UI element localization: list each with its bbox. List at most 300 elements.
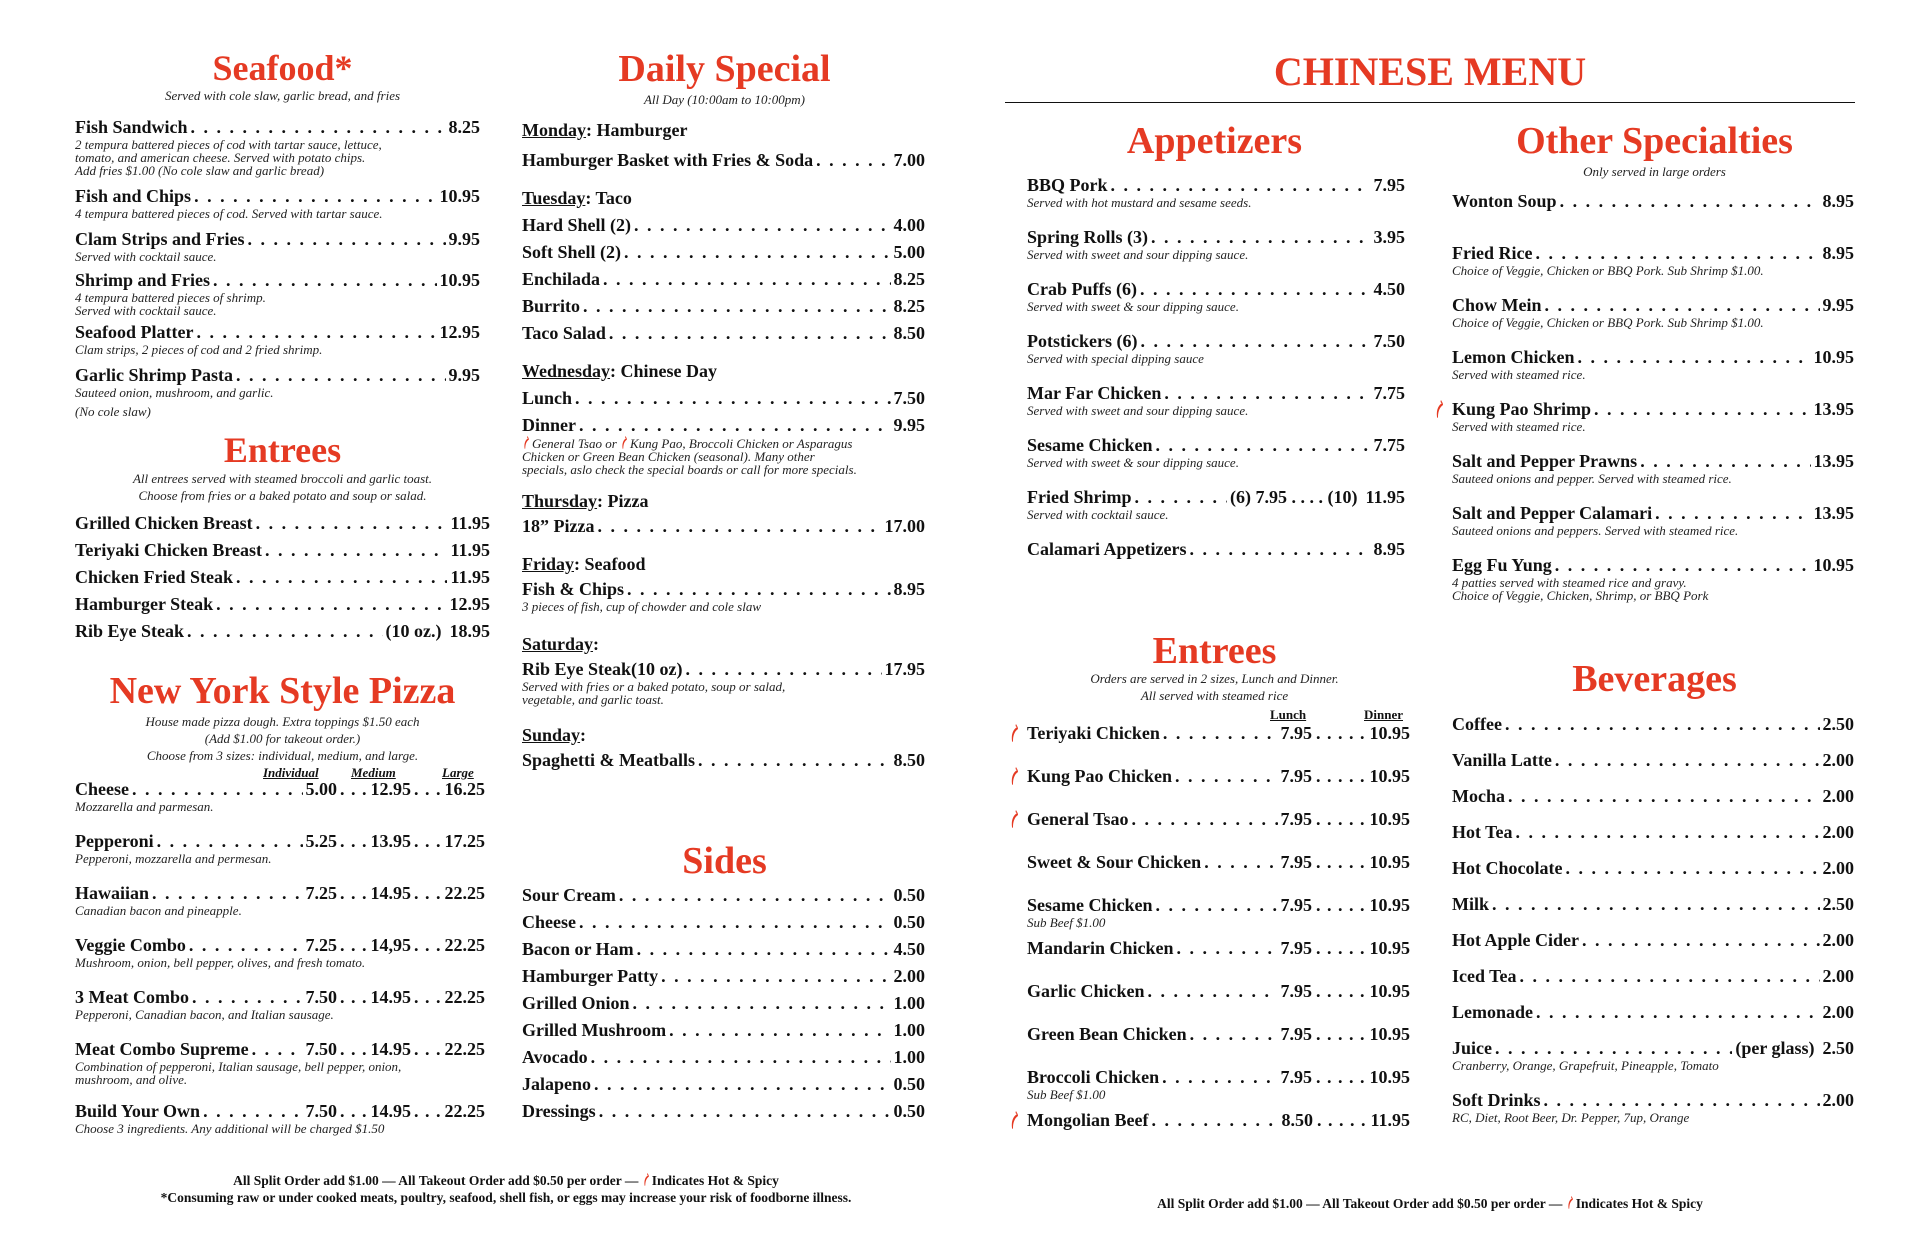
side-item [522, 938, 925, 960]
item-name: Cheese [522, 912, 576, 932]
leader-dots [1148, 980, 1278, 1002]
specialty-item [1452, 190, 1854, 242]
chinese-menu-header [1005, 49, 1855, 103]
leader-dots [1156, 894, 1278, 916]
side-item [522, 1100, 925, 1122]
leader-dots [597, 515, 881, 537]
leader-dots [634, 214, 890, 236]
item-price: 11.95 [450, 540, 490, 560]
menu-item-row [522, 214, 925, 236]
item-description: vegetable, and garlic toast. [522, 692, 664, 707]
item-name: Veggie Combo [75, 935, 186, 955]
beverage-item [1452, 1037, 1854, 1089]
chili-pepper-icon [1009, 810, 1019, 828]
seafood-item [75, 185, 480, 220]
item-name: Seafood Platter [75, 322, 194, 342]
item-name: Build Your Own [75, 1101, 201, 1121]
item-description: tomato, and american cheese. Served with potato chips. [75, 150, 366, 165]
item-name: Wonton Soup [1452, 191, 1557, 211]
leader-dots [1582, 929, 1819, 951]
item-name: Rib Eye Steak [75, 621, 185, 641]
leader-dots [816, 149, 890, 171]
day-theme: : Pizza [597, 491, 649, 511]
leader-dots [1135, 486, 1227, 508]
menu-item-row [522, 414, 925, 436]
specialties-list [1452, 190, 1854, 606]
item-price: 8.95 [893, 579, 925, 599]
specialties-title: Other Specialties [1516, 120, 1793, 162]
menu-item-row [1452, 242, 1854, 264]
item-name: Rib Eye Steak(10 oz) [522, 659, 683, 679]
price-separator: . . . [414, 1039, 442, 1059]
menu-item-row [1027, 980, 1410, 1002]
specialty-item [1452, 242, 1854, 294]
item-price: 9.95 [448, 229, 480, 249]
item-price: 2.00 [1822, 1002, 1854, 1022]
item-name: Mar Far Chicken [1027, 383, 1162, 403]
chili-pepper-icon [522, 436, 530, 449]
day-name: Thursday [522, 491, 598, 511]
item-name: 3 Meat Combo [75, 987, 189, 1007]
menu-item-row [1027, 1023, 1410, 1045]
price-lunch: 7.95 [1280, 852, 1312, 872]
price-individual: 7.25 [305, 935, 337, 955]
pizza-title: New York Style Pizza [109, 670, 456, 712]
chili-pepper-icon [642, 1173, 650, 1186]
menu-item-row [75, 539, 490, 561]
item-name: Kung Pao Chicken [1027, 766, 1173, 786]
side-item [522, 1073, 925, 1095]
seafood-item [75, 228, 480, 263]
beverage-item [1452, 893, 1854, 929]
beverage-item [1452, 821, 1854, 857]
entrees-cn-subtitle-2: All served with steamed rice [1140, 688, 1289, 703]
leader-dots [236, 566, 447, 588]
item-description: Sub Beef $1.00 [1027, 1087, 1106, 1102]
item-price: 4.00 [893, 215, 925, 235]
day-heading-sunday [522, 724, 925, 746]
pizza-item [75, 778, 485, 830]
item-description: Served with sweet and sour dipping sauce. [1027, 403, 1249, 418]
menu-item-row [1452, 1089, 1854, 1111]
item-price: 9.95 [448, 365, 480, 385]
price-dinner: 10.95 [1369, 809, 1410, 829]
item-description: Served with cocktail sauce. [1027, 507, 1169, 522]
item-size: (10 oz.) [385, 621, 442, 641]
chinese-entree-item [1027, 1023, 1410, 1066]
item-name: Garlic Shrimp Pasta [75, 365, 233, 385]
price-lunch: 7.95 [1280, 1067, 1312, 1087]
pizza-item [75, 986, 485, 1038]
entree-item [75, 620, 490, 642]
leader-dots [1520, 965, 1820, 987]
item-name: Green Bean Chicken [1027, 1024, 1187, 1044]
item-name: Soft Shell (2) [522, 242, 621, 262]
day-name: Wednesday [522, 361, 611, 381]
item-description: Sub Beef $1.00 [1027, 915, 1106, 930]
leader-dots [583, 295, 891, 317]
menu-item-row [1452, 929, 1854, 951]
daily-title: Daily Special [618, 48, 831, 90]
menu-item-row [75, 228, 480, 250]
item-description: Served with cocktail sauce. [75, 249, 217, 264]
leader-dots [152, 882, 302, 904]
leader-dots [637, 938, 891, 960]
entrees-left-subtitle-1: All entrees served with steamed broccoli and garlic toast. [132, 471, 433, 486]
price-separator: . . . [340, 1039, 368, 1059]
seafood-note: (No cole slaw) [75, 404, 151, 419]
item-name: Crab Puffs (6) [1027, 279, 1137, 299]
item-name: Hot Tea [1452, 822, 1513, 842]
item-description: Served with sweet and sour dipping sauce. [1027, 247, 1249, 262]
item-name: Teriyaki Chicken [1027, 723, 1160, 743]
item-price: 11.95 [450, 513, 490, 533]
item-name: Hot Chocolate [1452, 858, 1563, 878]
item-price: 17.95 [884, 659, 925, 679]
price-separator: . . . . . [1316, 809, 1366, 829]
sides-title: Sides [682, 840, 767, 882]
item-price: 13.95 [1813, 399, 1854, 419]
item-price: 7.00 [893, 150, 925, 170]
price-lunch: 7.95 [1280, 1024, 1312, 1044]
menu-item-row [522, 578, 925, 600]
day-theme: : [580, 725, 587, 745]
menu-item-row [75, 778, 485, 800]
item-description: Canadian bacon and pineapple. [75, 903, 242, 918]
menu-item-row [1027, 330, 1405, 352]
price-separator: . . . . . [1316, 1067, 1366, 1087]
item-description: Served with cocktail sauce. [75, 303, 217, 318]
item-name: Grilled Chicken Breast [75, 513, 253, 533]
leader-dots [1535, 242, 1819, 264]
leader-dots [579, 911, 891, 933]
item-name: Bacon or Ham [522, 939, 634, 959]
menu-item-row [1027, 851, 1410, 873]
pizza-header-individual: Individual [263, 765, 319, 780]
item-name: Fried Shrimp [1027, 487, 1132, 507]
day-name: Saturday [522, 634, 594, 654]
pizza-item [75, 1100, 485, 1152]
price-separator: . . . [414, 779, 442, 799]
item-name: Cheese [75, 779, 129, 799]
entree-item [75, 566, 490, 588]
leader-dots [603, 268, 890, 290]
item-name: Shrimp and Fries [75, 270, 211, 290]
footer-left-hot-legend: Indicates Hot & Spicy [651, 1173, 779, 1188]
beverages-list [1452, 713, 1854, 1125]
item-price: 11.95 [450, 567, 490, 587]
item-name: Lunch [522, 388, 573, 408]
price-dinner: 10.95 [1369, 1024, 1410, 1044]
seafood-item [75, 116, 480, 177]
price-separator: . . . . . [1316, 852, 1366, 872]
item-description: Served with steamed rice. [1452, 367, 1586, 382]
item-price: 2.50 [1822, 894, 1854, 914]
menu-item-row [1027, 937, 1410, 959]
item-name: Hamburger Steak [75, 594, 214, 614]
item-name: Avocado [522, 1047, 588, 1067]
item-description: specials, aslo check the special boards or call for more specials. [522, 462, 857, 477]
leader-dots [1555, 554, 1811, 576]
beverage-item [1452, 785, 1854, 821]
item-description: Choice of Veggie, Chicken or BBQ Pork. Sub Shrimp $1.00. [1452, 315, 1764, 330]
price-large: 17.25 [444, 831, 485, 851]
item-name: Clam Strips and Fries [75, 229, 245, 249]
item-price: 7.75 [1373, 435, 1405, 455]
menu-item-row [75, 986, 485, 1008]
item-price: 1.00 [893, 1020, 925, 1040]
item-description: Served with hot mustard and sesame seeds. [1027, 195, 1252, 210]
chili-pepper-icon [620, 436, 628, 449]
item-price: 0.50 [893, 1074, 925, 1094]
item-name: 18” Pizza [522, 516, 595, 536]
specialty-item [1452, 502, 1854, 554]
appetizer-item [1027, 226, 1405, 278]
chinese-entree-item [1027, 808, 1410, 851]
leader-dots [698, 749, 891, 771]
item-name: Taco Salad [522, 323, 606, 343]
leader-dots [157, 830, 303, 852]
entrees-cn-header-dinner: Dinner [1364, 707, 1403, 722]
day-theme: : [593, 634, 600, 654]
appetizers-list [1027, 174, 1405, 590]
daily-subtitle: All Day (10:00am to 10:00pm) [643, 92, 806, 107]
entrees-cn-title: Entrees [1152, 630, 1277, 672]
appetizer-item [1027, 330, 1405, 382]
item-name: Fish & Chips [522, 579, 625, 599]
menu-item-row [1452, 398, 1854, 420]
specialty-item [1452, 346, 1854, 398]
beverage-item [1452, 713, 1854, 749]
leader-dots [591, 1046, 891, 1068]
menu-item-row [1027, 226, 1405, 248]
appetizers-title: Appetizers [1126, 120, 1303, 162]
price-separator: . . . [414, 987, 442, 1007]
item-name: Lemon Chicken [1452, 347, 1575, 367]
item-name: Fried Rice [1452, 243, 1533, 263]
menu-item-row [1027, 722, 1410, 744]
menu-item-row [75, 593, 490, 615]
seafood-list [75, 116, 480, 418]
item-price: 7.50 [1373, 331, 1405, 351]
menu-item-row [1452, 965, 1854, 987]
menu-item-row [1027, 1109, 1410, 1131]
price-dinner: 10.95 [1369, 895, 1410, 915]
item-name: Soft Drinks [1452, 1090, 1541, 1110]
item-price: 10.95 [1813, 555, 1854, 575]
item-description: Sauteed onions and pepper. Served with steamed rice. [1452, 471, 1732, 486]
day-theme: : Taco [585, 188, 632, 208]
chili-pepper-icon [1566, 1196, 1574, 1209]
price-separator: . . . [414, 935, 442, 955]
leader-dots [1505, 713, 1820, 735]
chinese-entree-item [1027, 937, 1410, 980]
leader-dots [627, 578, 890, 600]
leader-dots [1555, 749, 1820, 771]
item-price: 10.95 [439, 186, 480, 206]
price-medium: 12.95 [370, 779, 411, 799]
item-price: 2.00 [1822, 822, 1854, 842]
menu-item-row [1027, 894, 1410, 916]
leader-dots [252, 1038, 303, 1060]
day-name: Monday [522, 120, 587, 140]
daily-list [522, 119, 925, 771]
price-individual: 5.00 [305, 779, 337, 799]
item-description: Choice of Veggie, Chicken, Shrimp, or BBQ Pork [1452, 588, 1709, 603]
price-dinner: 11.95 [1370, 1110, 1410, 1130]
item-description: 4 tempura battered pieces of shrimp. [75, 290, 266, 305]
price-separator: . . . [340, 779, 368, 799]
chinese-entree-item [1027, 894, 1410, 937]
item-price: 9.95 [1822, 295, 1854, 315]
item-description: Mushroom, onion, bell pepper, olives, and fresh tomato. [75, 955, 366, 970]
menu-item-row [522, 515, 925, 537]
item-price: 2.00 [1822, 858, 1854, 878]
item-price: 0.50 [893, 912, 925, 932]
price-separator: . . . [340, 987, 368, 1007]
day-heading-tuesday [522, 187, 925, 209]
item-name: Spaghetti & Meatballs [522, 750, 695, 770]
item-name: General Tsao [1027, 809, 1129, 829]
item-price: 0.50 [893, 885, 925, 905]
leader-dots [594, 1073, 890, 1095]
leader-dots [1565, 857, 1819, 879]
item-price: 8.95 [1822, 191, 1854, 211]
item-price: 1.00 [893, 1047, 925, 1067]
menu-item-row [75, 364, 480, 386]
menu-item-row [1452, 450, 1854, 472]
leader-dots [1164, 382, 1370, 404]
item-price: 8.25 [893, 269, 925, 289]
leader-dots [1544, 1089, 1820, 1111]
desc-text: General Tsao or [532, 436, 621, 451]
menu-item-row [75, 830, 485, 852]
item-price: 10.95 [1813, 347, 1854, 367]
item-price: 8.25 [448, 117, 480, 137]
price-separator: . . . . . [1316, 766, 1366, 786]
entrees-cn-subtitle-1: Orders are served in 2 sizes, Lunch and Dinner. [1090, 671, 1339, 686]
item-name: Dinner [522, 415, 576, 435]
price-lunch: 7.95 [1280, 895, 1312, 915]
footer-left-warning: *Consuming raw or under cooked meats, poultry, seafood, shell fish, or eggs may increase your risk of foodborne illness. [160, 1190, 852, 1205]
item-description: Mozzarella and parmesan. [75, 799, 214, 814]
item-price: 1.00 [893, 993, 925, 1013]
leader-dots [216, 593, 446, 615]
price-individual: 7.50 [305, 1101, 337, 1121]
pizza-subtitle-1: House made pizza dough. Extra toppings $1.50 each [145, 714, 420, 729]
leader-dots [236, 364, 446, 386]
item-name: Vanilla Latte [1452, 750, 1552, 770]
entree-item [75, 539, 490, 561]
leader-dots [192, 986, 303, 1008]
chili-pepper-icon [1009, 724, 1019, 742]
price-individual: 7.25 [305, 883, 337, 903]
item-description: Pepperoni, mozzarella and permesan. [75, 851, 272, 866]
item-name: Jalapeno [522, 1074, 592, 1094]
leader-dots [191, 116, 446, 138]
menu-item-row [522, 749, 925, 771]
leader-dots [187, 620, 383, 642]
menu-item-row [1027, 486, 1405, 508]
item-description: 3 pieces of fish, cup of chowder and cole slaw [522, 599, 762, 614]
item-name: Sesame Chicken [1027, 435, 1153, 455]
price-lunch: 7.95 [1280, 981, 1312, 1001]
footer-right-note: All Split Order add $1.00 — All Takeout Order add $0.50 per order — [1157, 1196, 1566, 1211]
item-name: Grilled Mushroom [522, 1020, 667, 1040]
price-large: 16.25 [444, 779, 485, 799]
price-medium: 14.95 [370, 987, 411, 1007]
leader-dots [1516, 821, 1820, 843]
leader-dots [1560, 190, 1820, 212]
chinese-menu-title: CHINESE MENU [1273, 49, 1587, 94]
chinese-entree-item [1027, 980, 1410, 1023]
entrees-cn-header-lunch: Lunch [1270, 707, 1307, 722]
leader-dots [624, 241, 891, 263]
item-description: Pepperoni, Canadian bacon, and Italian sausage. [75, 1007, 334, 1022]
leader-dots [1190, 1023, 1278, 1045]
side-item [522, 965, 925, 987]
item-size: (per glass) [1735, 1038, 1815, 1058]
item-name: Dressings [522, 1101, 596, 1121]
seafood-subtitle: Served with cole slaw, garlic bread, and fries [164, 88, 401, 103]
chinese-entree-item [1027, 851, 1410, 894]
menu-item-row [1027, 382, 1405, 404]
leader-dots [132, 778, 303, 800]
item-price: 2.00 [1822, 1090, 1854, 1110]
price-separator: . . . [414, 1101, 442, 1121]
seafood-title: Seafood* [212, 48, 353, 88]
pizza-list [75, 778, 485, 1152]
menu-item-row [522, 295, 925, 317]
menu-item-row [75, 269, 480, 291]
item-name: Hot Apple Cider [1452, 930, 1580, 950]
menu-item-row [522, 322, 925, 344]
day-heading-saturday [522, 633, 925, 655]
item-price: 8.95 [1822, 243, 1854, 263]
beverage-item [1452, 1089, 1854, 1125]
price-separator: . . . . . [1316, 1024, 1366, 1044]
leader-dots [1163, 722, 1278, 744]
price-dinner: 10.95 [1369, 723, 1410, 743]
price-separator: . . . . . [1316, 895, 1366, 915]
price-medium: 14.95 [370, 1101, 411, 1121]
item-description: Add fries $1.00 (No cole slaw and garlic bread) [75, 163, 325, 178]
entrees-left-title: Entrees [223, 430, 342, 470]
item-price: 7.75 [1373, 383, 1405, 403]
item-price: 5.00 [893, 242, 925, 262]
price-medium: 13.95 [370, 831, 411, 851]
pizza-subtitle-2: (Add $1.00 for takeout order.) [204, 731, 361, 746]
price-separator: . . . [340, 831, 368, 851]
item-name: Coffee [1452, 714, 1502, 734]
item-name: Grilled Onion [522, 993, 630, 1013]
menu-item-row [1452, 1037, 1854, 1059]
menu-item-row [1452, 713, 1854, 735]
entree-item [75, 512, 490, 534]
item-description: Served with steamed rice. [1452, 419, 1586, 434]
leader-dots [1594, 398, 1810, 420]
item-description: 2 tempura battered pieces of cod with tartar sauce, lettuce, [75, 137, 382, 152]
menu-item-row [75, 934, 485, 956]
item-description: RC, Diet, Root Beer, Dr. Pepper, 7up, Orange [1452, 1110, 1690, 1125]
item-description [522, 436, 925, 450]
leader-dots [1508, 785, 1820, 807]
menu-item-row [1027, 278, 1405, 300]
item-name: Iced Tea [1452, 966, 1517, 986]
footer-right [1005, 1196, 1855, 1212]
item-price: 17.00 [884, 516, 925, 536]
price-separator: . . . . . [1316, 723, 1366, 743]
